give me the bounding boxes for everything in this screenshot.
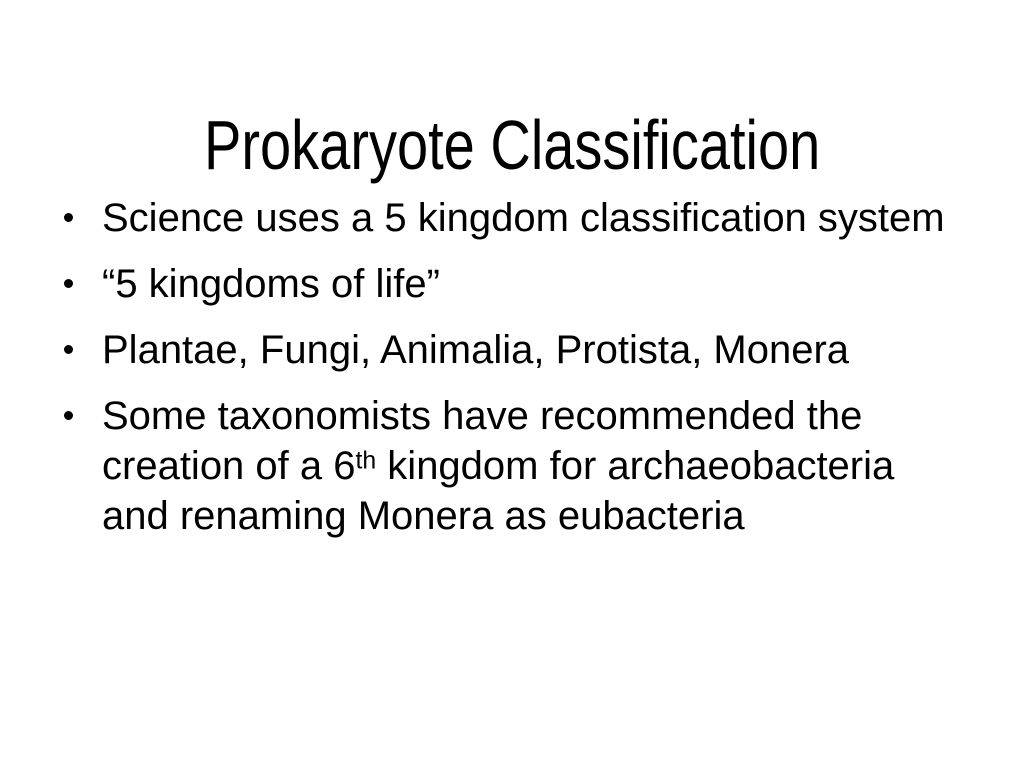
bullet-icon bbox=[64, 345, 73, 354]
bullet-text-segment: creation of a 6 bbox=[102, 444, 356, 488]
bullet-text: “5 kingdoms of life” bbox=[102, 262, 440, 306]
list-item bbox=[102, 325, 982, 375]
bullet-icon bbox=[64, 411, 73, 420]
page-title bbox=[0, 107, 1024, 184]
bullet-list bbox=[102, 193, 982, 557]
bullet-text: Plantae, Fungi, Animalia, Protista, Monera bbox=[102, 328, 850, 372]
bullet-text bbox=[102, 441, 982, 491]
list-item bbox=[102, 193, 982, 243]
page-title-text: Prokaryote Classification bbox=[203, 105, 821, 184]
list-item bbox=[102, 259, 982, 309]
bullet-icon bbox=[64, 213, 73, 222]
bullet-icon bbox=[64, 279, 73, 288]
bullet-text: and renaming Monera as eubacteria bbox=[102, 494, 745, 538]
bullet-text: Some taxonomists have recommended the bbox=[102, 394, 863, 438]
bullet-text-segment: kingdom for archaeobacteria bbox=[376, 444, 895, 488]
list-item bbox=[102, 391, 982, 541]
superscript-th: th bbox=[355, 447, 377, 475]
bullet-text: Science uses a 5 kingdom classification system bbox=[102, 196, 945, 240]
